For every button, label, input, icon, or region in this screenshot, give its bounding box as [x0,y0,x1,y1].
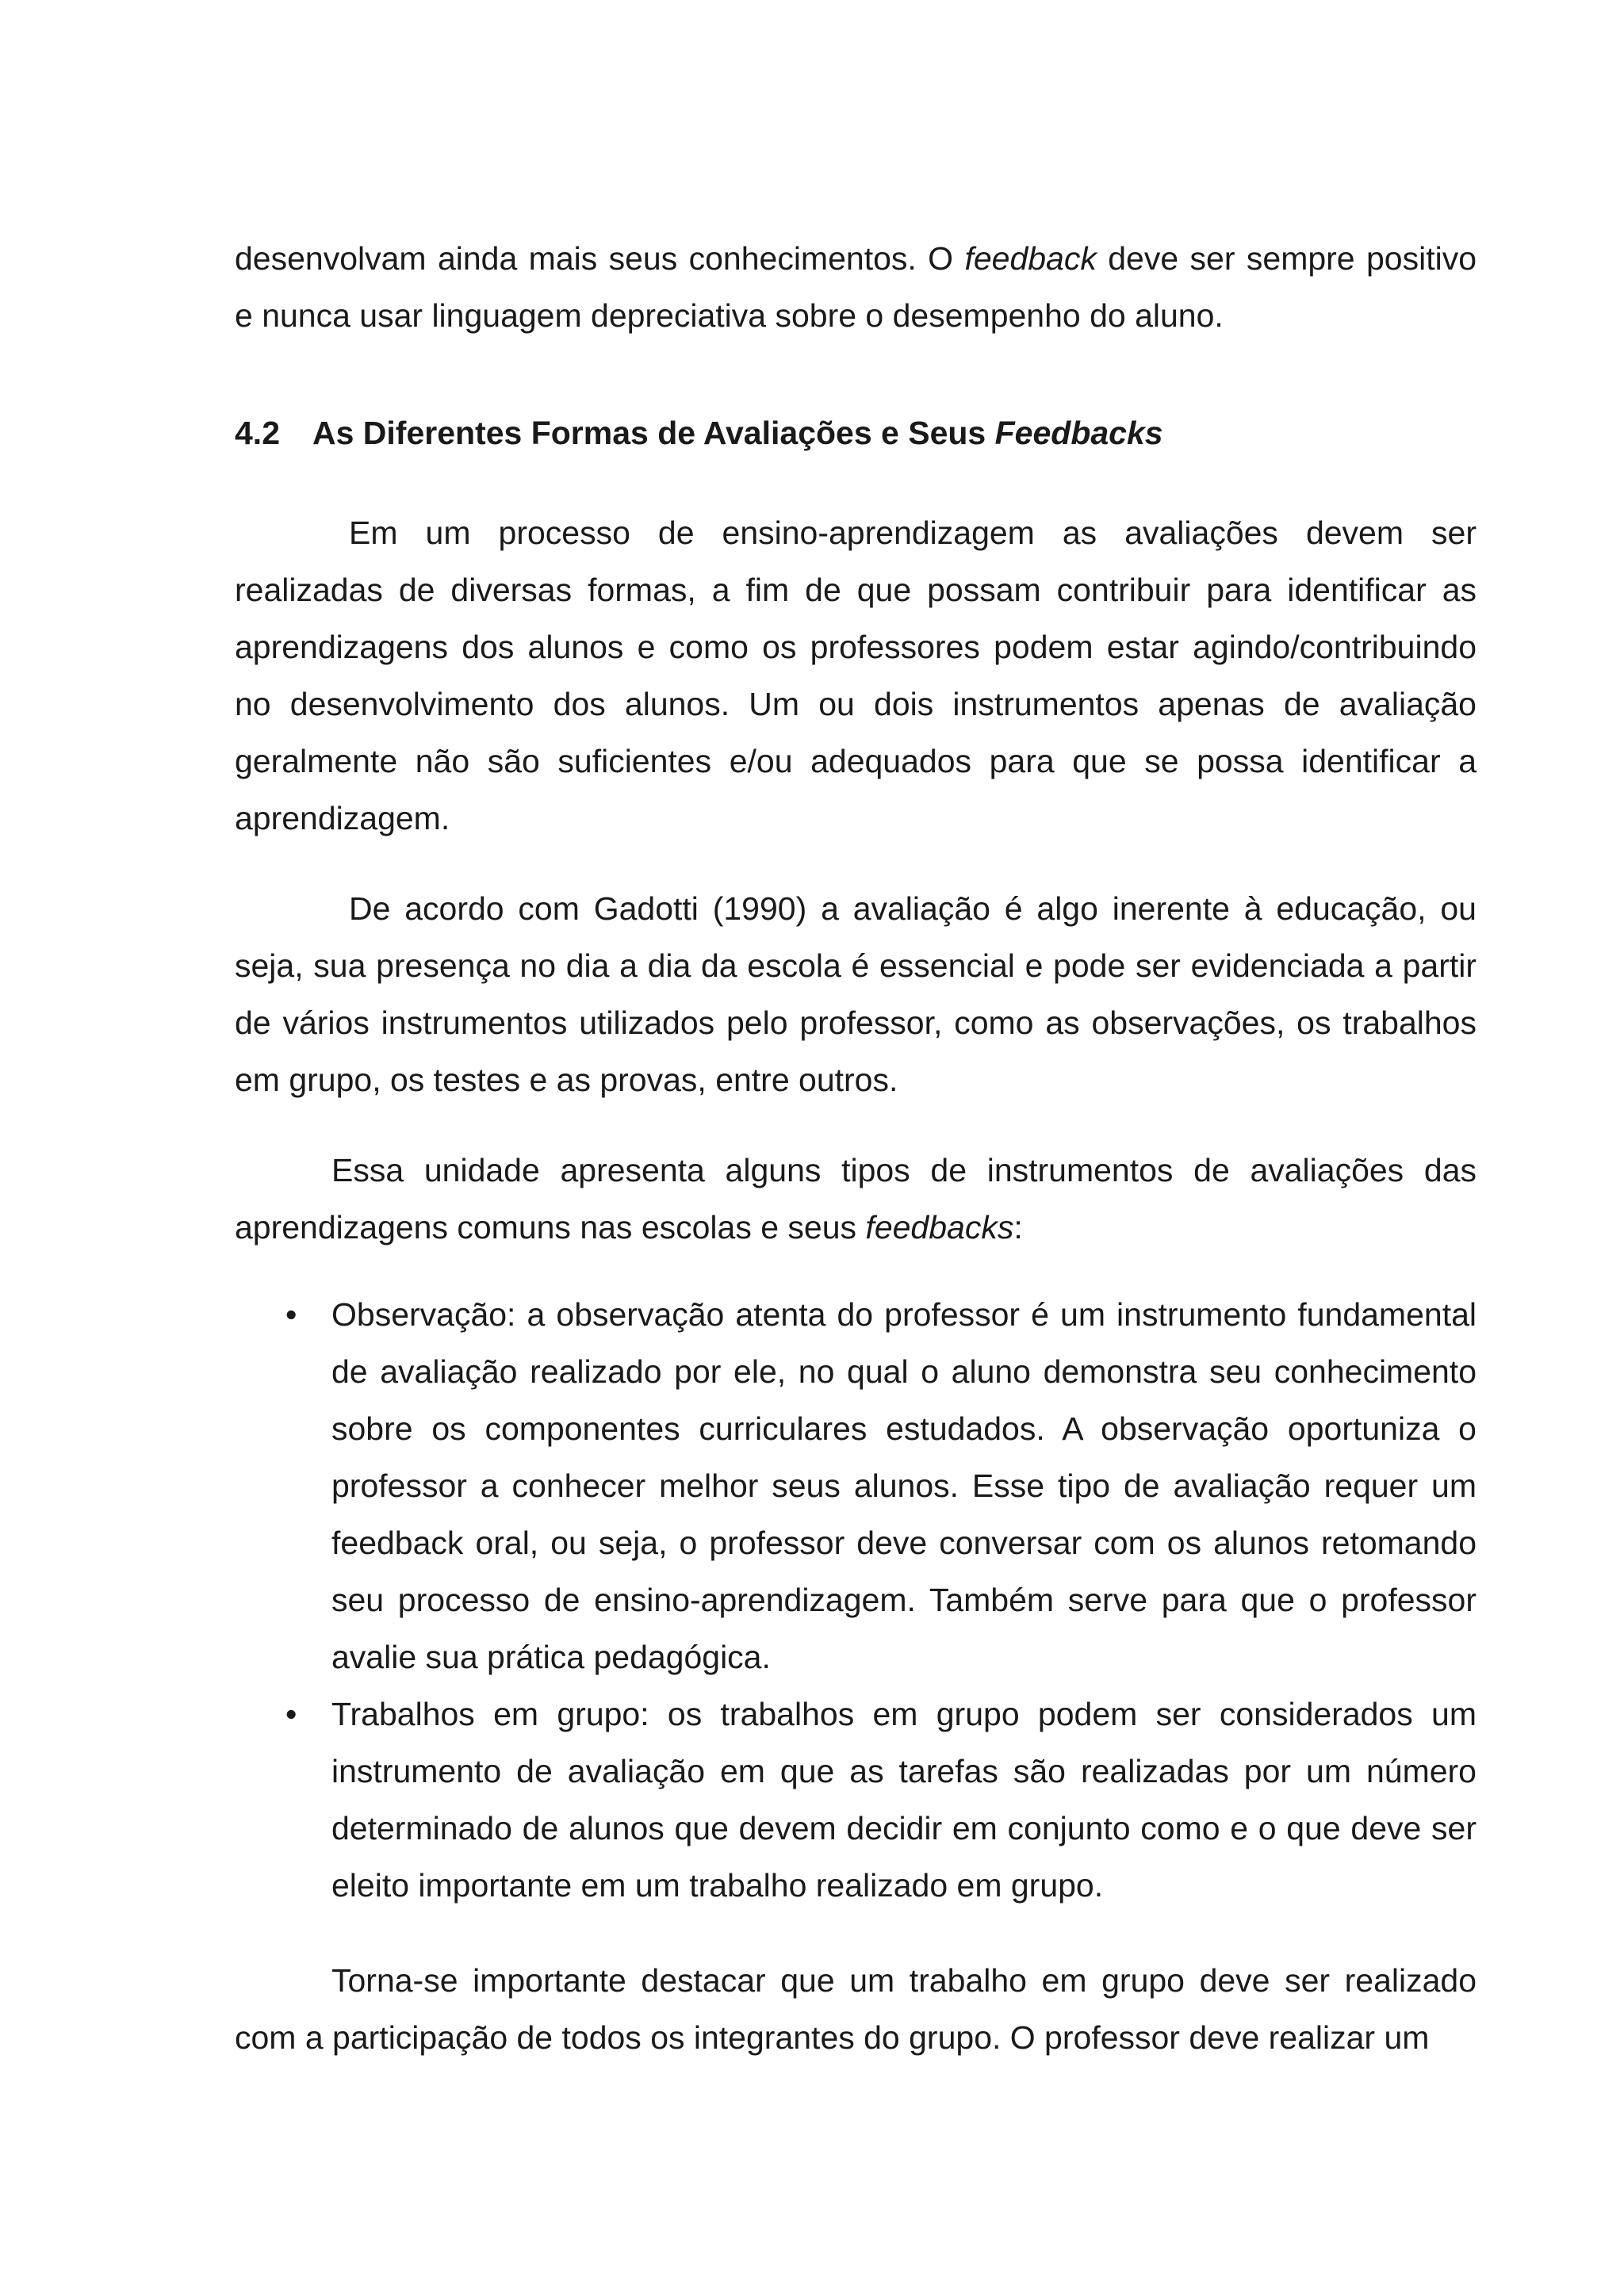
paragraph-3 [235,1142,1477,1256]
paragraph-4 [235,1952,1477,2066]
paragraph-3-text-end: : [1013,1209,1023,1246]
bullet-marker: • [285,1696,297,1732]
list-item [235,1286,1477,1686]
list-item-text: Observação: a observação atenta do professor é um instrumento fundamental de avaliação realizado por ele, no qual o aluno demonstra seu conhecimento sobre os componentes curriculares estudados. A observação oportuniza o professor a conhecer melhor seus alunos. Esse tipo de avaliação requer um feedback oral, ou seja, o professor deve conversar com os alunos retomando seu processo de ensino-aprendizagem. Também serve para que o professor avalie sua prática pedagógica. [331,1296,1477,1675]
paragraph-1 [235,504,1477,847]
paragraph-top-text-start: desenvolvam ainda mais seus conhecimentos. O [235,240,965,277]
paragraph-top-italic-term: feedback [964,240,1097,277]
paragraph-top-text-end: deve ser sempre positivo e nunca usar linguagem depreciativa sobre o desempenho do aluno. [235,240,1477,334]
section-heading [235,409,1477,457]
paragraph-4-text: Torna-se importante destacar que um trabalho em grupo deve ser realizado com a participação de todos os integrantes do grupo. O professor deve realizar um [235,1962,1477,2056]
paragraph-top [235,230,1477,344]
bullet-list [235,1286,1477,1914]
paragraph-2 [235,880,1477,1108]
bullet-marker: • [285,1296,297,1333]
paragraph-3-italic-term: feedbacks [865,1209,1014,1246]
section-number: 4.2 [235,415,280,451]
section-title-italic: Feedbacks [994,415,1163,451]
paragraph-3-text-start: Essa unidade apresenta alguns tipos de instrumentos de avaliações das aprendizagens comuns nas escolas e seus [235,1152,1477,1246]
paragraph-1-text: Em um processo de ensino-aprendizagem as avaliações devem ser realizadas de diversas formas, a fim de que possam contribuir para identificar as aprendizagens dos alunos e como os professores podem estar agindo/contribuindo no desenvolvimento dos alunos. Um ou dois instrumentos apenas de avaliação geralmente não são suficientes e/ou adequados para que se possa identificar a aprendizagem. [235,515,1477,836]
list-item [235,1686,1477,1914]
section-title-plain: As Diferentes Formas de Avaliações e Seus [312,415,995,451]
paragraph-2-text: De acordo com Gadotti (1990) a avaliação é algo inerente à educação, ou seja, sua presença no dia a dia da escola é essencial e pode ser evidenciada a partir de vários instrumentos utilizados pelo professor, como as observações, os trabalhos em grupo, os testes e as provas, entre outros. [235,890,1477,1098]
section-title [312,415,1163,451]
list-item-text: Trabalhos em grupo: os trabalhos em grupo podem ser considerados um instrumento de avaliação em que as tarefas são realizadas por um número determinado de alunos que devem decidir em conjunto como e o que deve ser eleito importante em um trabalho realizado em grupo. [331,1696,1477,1904]
